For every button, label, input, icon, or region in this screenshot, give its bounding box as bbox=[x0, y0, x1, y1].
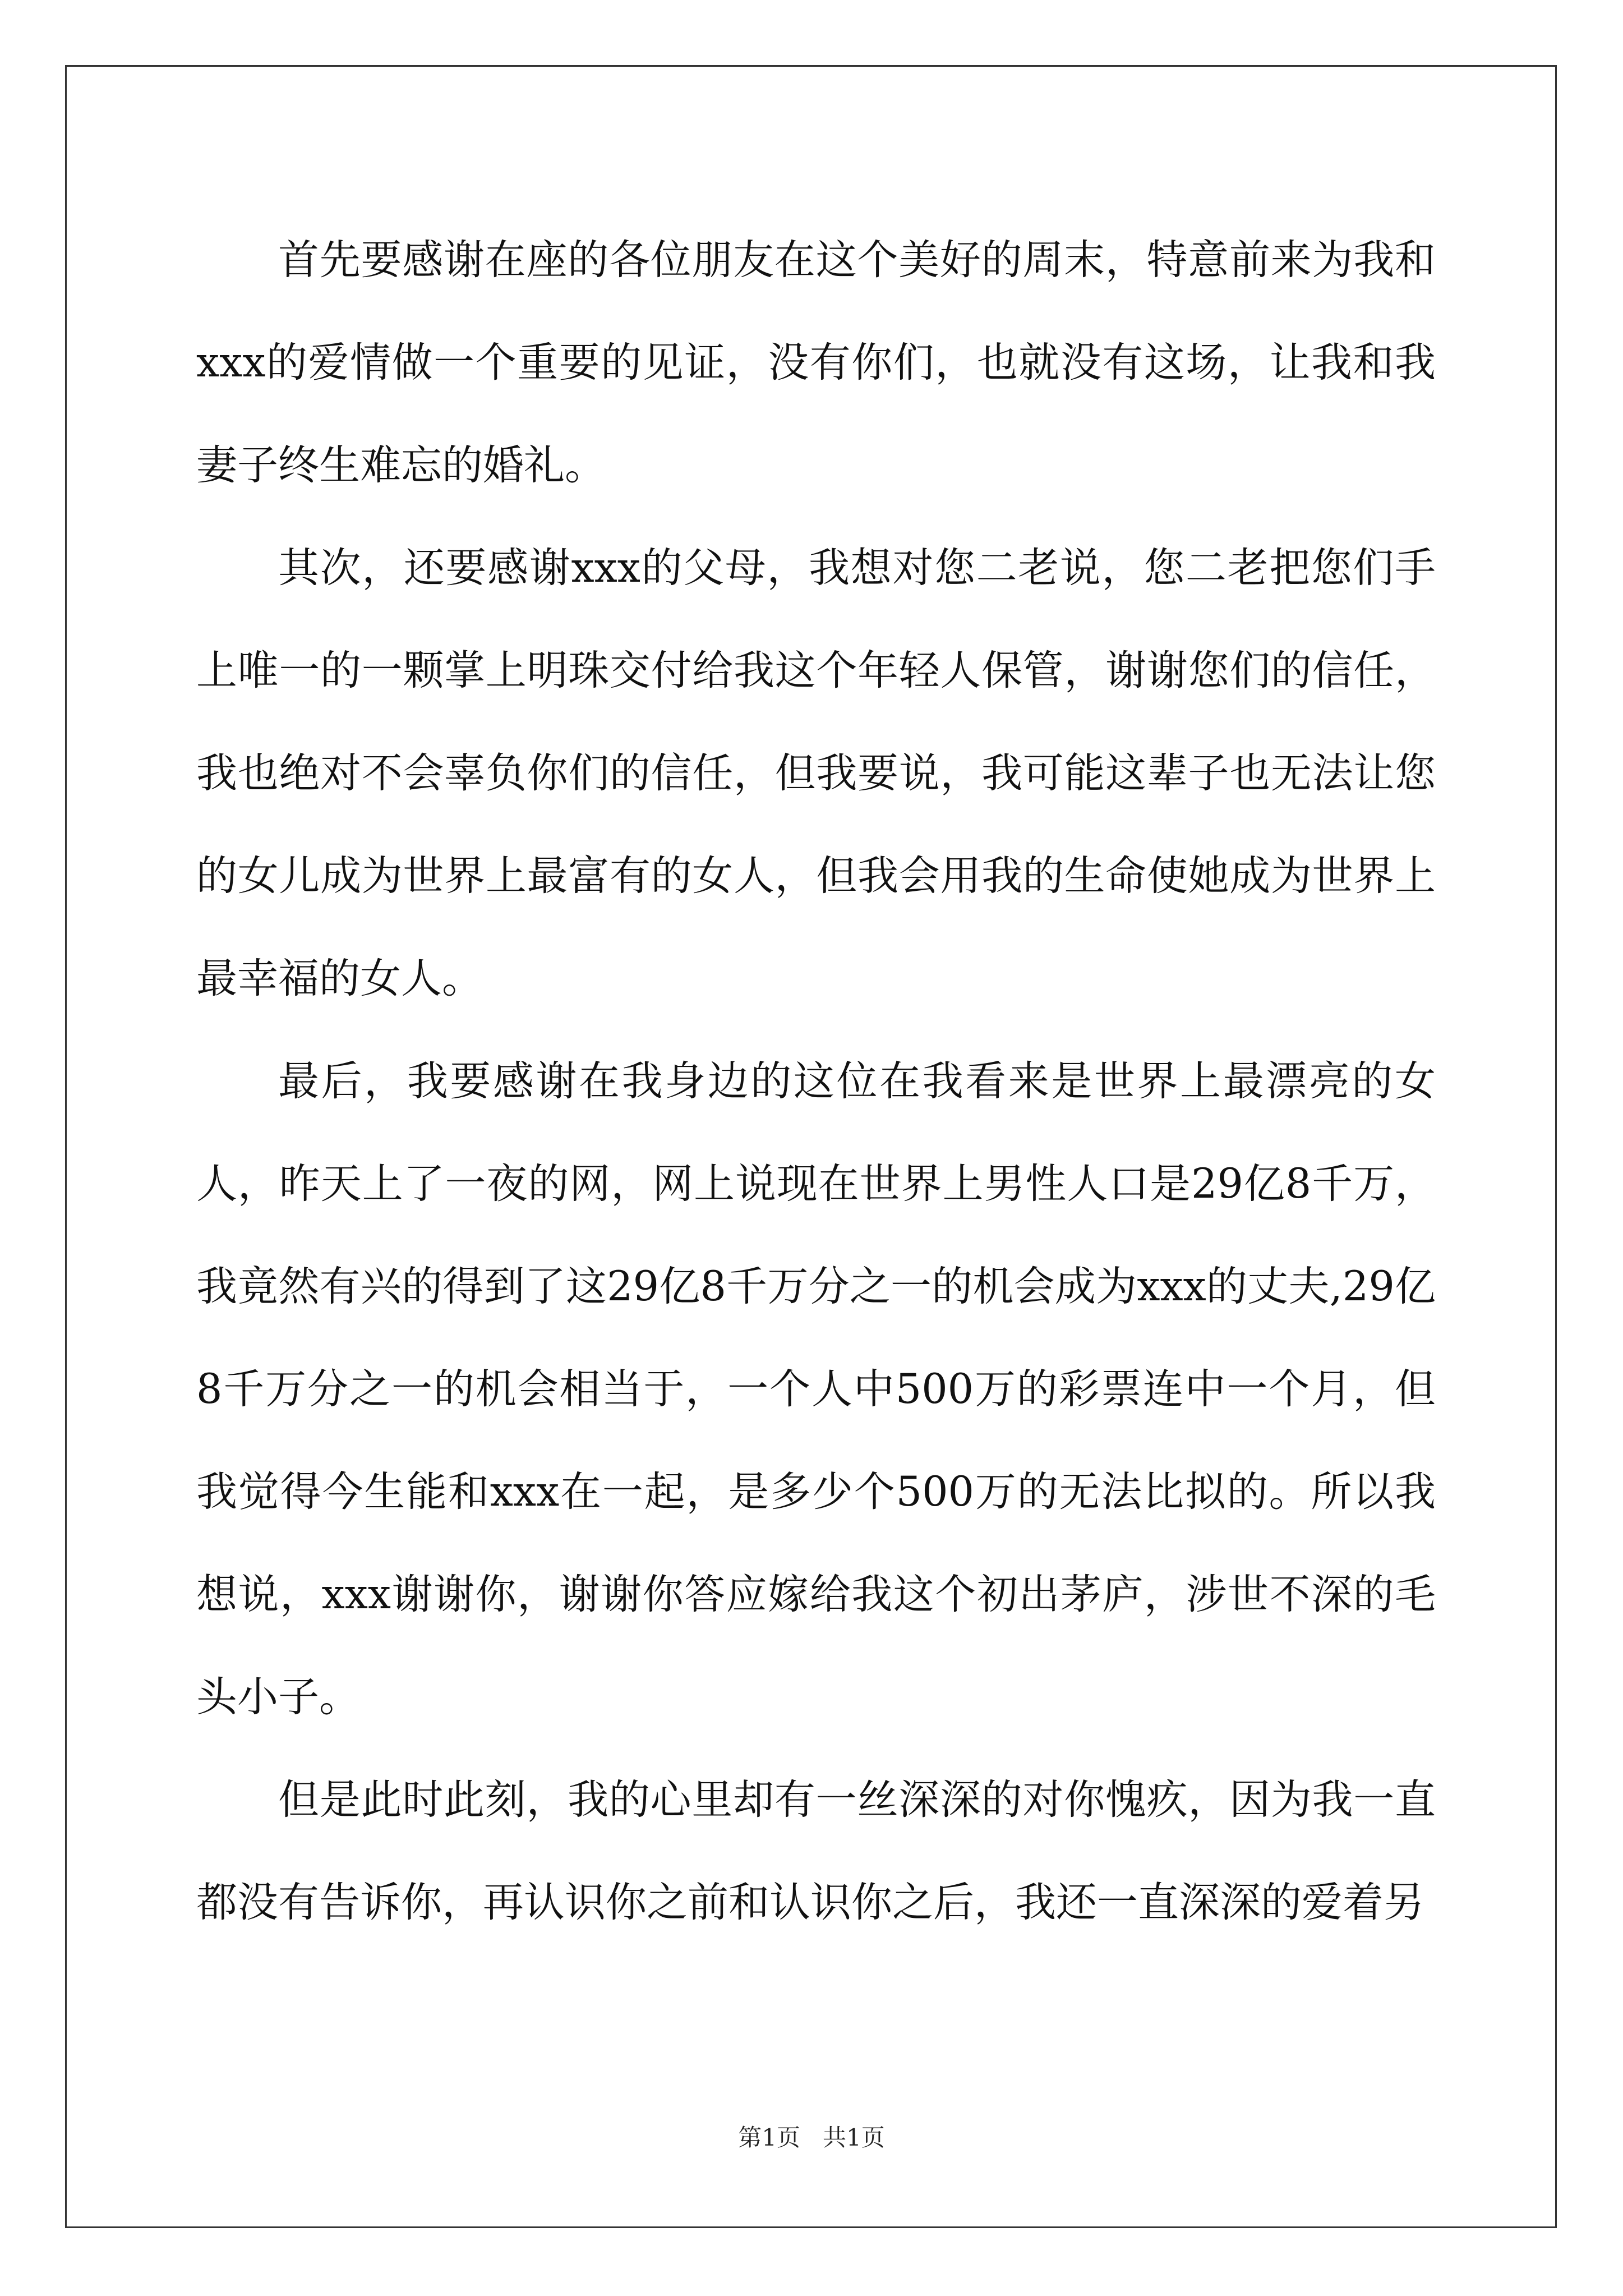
document-body bbox=[196, 209, 1436, 1954]
page-number-footer: 第1页 共1页 bbox=[738, 2124, 885, 2151]
paragraph-4: 但是此时此刻，我的心里却有一丝深深的对你愧疚，因为我一直都没有告诉你，再认识你之前和认识你之后，我还一直深深的爱着另 bbox=[196, 1776, 1436, 1926]
paragraph-2: 其次，还要感谢xxx的父母，我想对您二老说，您二老把您们手上唯一的一颗掌上明珠交付给我这个年轻人保管，谢谢您们的信任，我也绝对不会辜负你们的信任，但我要说，我可能这辈子也无法让您的女儿成为世界上最富有的女人，但我会用我的生命使她成为世界上最幸福的女人。 bbox=[196, 544, 1436, 1002]
paragraph-3: 最后，我要感谢在我身边的这位在我看来是世界上最漂亮的女人，昨天上了一夜的网，网上说现在世界上男性人口是29亿8千万，我竟然有兴的得到了这29亿8千万分之一的机会成为xxx的丈夫,29亿8千万分之一的机会相当于，一个人中500万的彩票连中一个月，但我觉得今生能和xxx在一起，是多少个500万的无法比拟的。所以我想说，xxx谢谢你，谢谢你答应嫁给我这个初出茅庐，涉世不深的毛头小子。 bbox=[196, 1057, 1436, 1721]
paragraph-1: 首先要感谢在座的各位朋友在这个美好的周末，特意前来为我和xxx的爱情做一个重要的见证，没有你们，也就没有这场，让我和我妻子终生难忘的婚礼。 bbox=[196, 236, 1436, 489]
